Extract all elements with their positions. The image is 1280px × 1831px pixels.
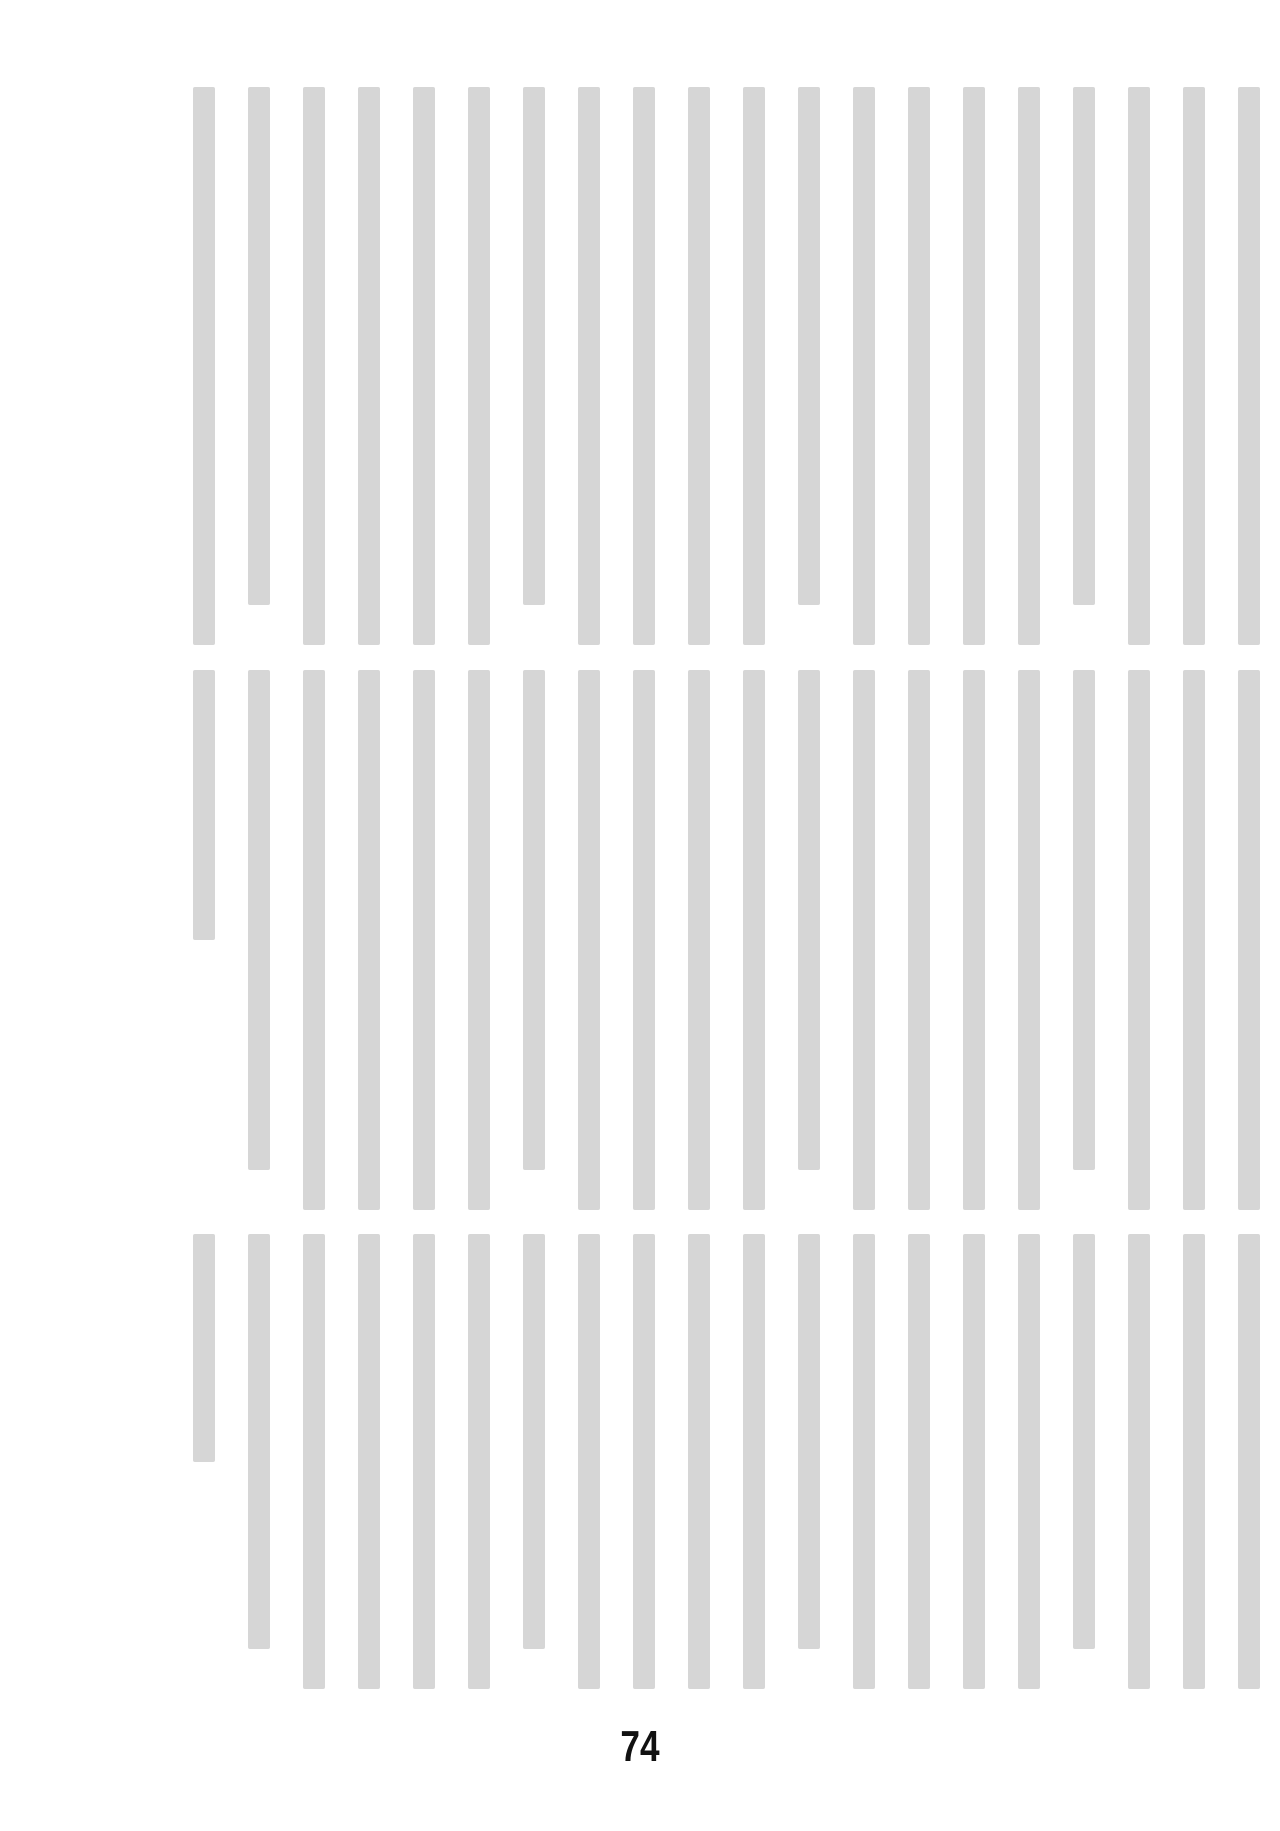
text-column bbox=[578, 87, 600, 645]
text-column bbox=[468, 87, 490, 645]
text-column bbox=[743, 670, 765, 1210]
text-column bbox=[853, 1234, 875, 1689]
text-column bbox=[523, 87, 545, 605]
text-column bbox=[1183, 87, 1205, 645]
text-column bbox=[743, 87, 765, 645]
text-column bbox=[633, 1234, 655, 1689]
text-column bbox=[798, 87, 820, 605]
text-block-bottom bbox=[140, 1234, 1260, 1689]
text-column bbox=[1128, 87, 1150, 645]
text-column bbox=[1018, 1234, 1040, 1689]
text-column bbox=[303, 87, 325, 645]
text-column bbox=[248, 87, 270, 605]
text-column bbox=[1183, 1234, 1205, 1689]
text-column bbox=[358, 87, 380, 645]
text-column bbox=[688, 1234, 710, 1689]
text-column bbox=[303, 670, 325, 1210]
text-block-middle bbox=[140, 670, 1260, 1210]
text-column bbox=[468, 670, 490, 1210]
text-column bbox=[688, 670, 710, 1210]
text-column bbox=[1073, 1234, 1095, 1649]
text-column bbox=[963, 87, 985, 645]
page-number: 74 bbox=[620, 1722, 660, 1771]
text-column bbox=[248, 670, 270, 1170]
text-column bbox=[853, 87, 875, 645]
text-column bbox=[248, 1234, 270, 1649]
text-column bbox=[413, 87, 435, 645]
text-column bbox=[193, 87, 215, 645]
text-column bbox=[1238, 1234, 1260, 1689]
text-column bbox=[468, 1234, 490, 1689]
text-column bbox=[633, 87, 655, 645]
text-column bbox=[523, 1234, 545, 1649]
text-column bbox=[578, 1234, 600, 1689]
text-column bbox=[908, 670, 930, 1210]
text-column bbox=[853, 670, 875, 1210]
text-column bbox=[1238, 670, 1260, 1210]
text-column bbox=[193, 1234, 215, 1462]
text-column bbox=[908, 1234, 930, 1689]
text-block-top bbox=[140, 87, 1260, 645]
text-column bbox=[1128, 670, 1150, 1210]
text-column bbox=[798, 670, 820, 1170]
text-column bbox=[908, 87, 930, 645]
text-column bbox=[413, 670, 435, 1210]
text-column bbox=[963, 670, 985, 1210]
text-column bbox=[1018, 670, 1040, 1210]
text-column bbox=[1183, 670, 1205, 1210]
text-column bbox=[413, 1234, 435, 1689]
text-column bbox=[633, 670, 655, 1210]
text-column bbox=[743, 1234, 765, 1689]
text-column bbox=[358, 670, 380, 1210]
text-column bbox=[1128, 1234, 1150, 1689]
text-column bbox=[798, 1234, 820, 1649]
text-column bbox=[1073, 670, 1095, 1170]
text-column bbox=[1073, 87, 1095, 605]
text-column bbox=[688, 87, 710, 645]
text-column bbox=[1018, 87, 1040, 645]
text-column bbox=[963, 1234, 985, 1689]
text-column bbox=[193, 670, 215, 940]
text-column bbox=[1238, 87, 1260, 645]
text-column bbox=[303, 1234, 325, 1689]
text-column bbox=[523, 670, 545, 1170]
text-column bbox=[358, 1234, 380, 1689]
text-column bbox=[578, 670, 600, 1210]
